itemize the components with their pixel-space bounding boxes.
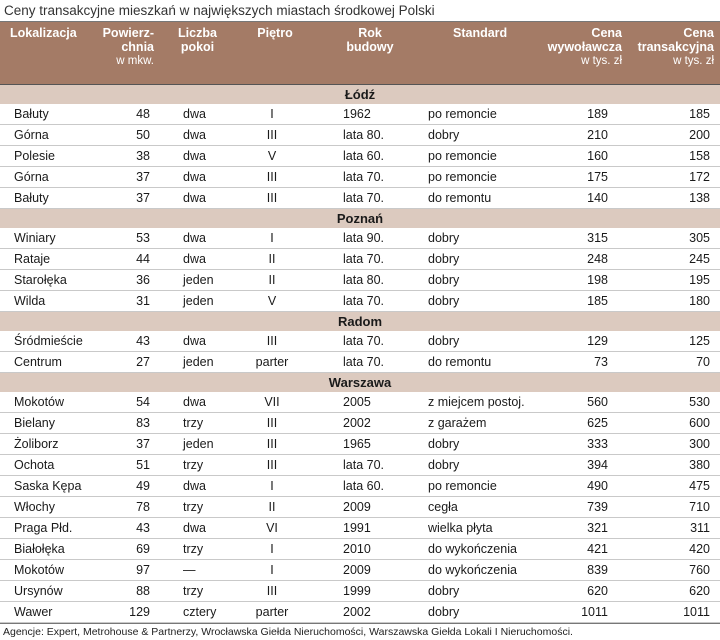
cell-liczba-pokoi: cztery	[160, 602, 235, 623]
cell-liczba-pokoi: —	[160, 560, 235, 581]
cell-rok-budowy: lata 70.	[315, 352, 425, 373]
cell-pietro: VII	[235, 392, 315, 413]
cell-pietro: V	[235, 291, 315, 312]
table-row	[0, 392, 720, 413]
cell-liczba-pokoi: dwa	[160, 476, 235, 497]
price-table	[0, 22, 720, 623]
cell-lokalizacja: Bielany	[0, 413, 100, 434]
cell-cena-transakcyjna: 760	[628, 560, 720, 581]
source-note: Agencje: Expert, Metrohouse & Partnerzy, Wrocławska Giełda Nieruchomości, Warszawska Giełda Lokali I Nieruchomości.	[0, 623, 720, 640]
cell-powierzchnia: 43	[100, 518, 160, 539]
cell-cena-wywolawcza: 1011	[533, 602, 628, 623]
cell-pietro: VI	[235, 518, 315, 539]
cell-cena-wywolawcza: 140	[533, 188, 628, 209]
cell-pietro: I	[235, 539, 315, 560]
table-row	[0, 539, 720, 560]
cell-rok-budowy: lata 70.	[315, 455, 425, 476]
column-header-liczba-pokoi: Liczba pokoi	[160, 22, 235, 85]
cell-liczba-pokoi: trzy	[160, 497, 235, 518]
cell-cena-transakcyjna: 245	[628, 249, 720, 270]
cell-standard: dobry	[425, 125, 533, 146]
cell-cena-wywolawcza: 175	[533, 167, 628, 188]
cell-cena-transakcyjna: 172	[628, 167, 720, 188]
cell-cena-wywolawcza: 129	[533, 331, 628, 352]
cell-lokalizacja: Górna	[0, 125, 100, 146]
cell-powierzchnia: 78	[100, 497, 160, 518]
cell-cena-wywolawcza: 73	[533, 352, 628, 373]
cell-pietro: III	[235, 413, 315, 434]
cell-cena-wywolawcza: 210	[533, 125, 628, 146]
cell-liczba-pokoi: dwa	[160, 167, 235, 188]
cell-cena-transakcyjna: 158	[628, 146, 720, 167]
cell-powierzchnia: 83	[100, 413, 160, 434]
cell-liczba-pokoi: dwa	[160, 104, 235, 125]
cell-pietro: III	[235, 167, 315, 188]
cell-lokalizacja: Wawer	[0, 602, 100, 623]
cell-powierzchnia: 37	[100, 167, 160, 188]
section-city-label: Łódź	[0, 85, 720, 105]
cell-cena-transakcyjna: 380	[628, 455, 720, 476]
cell-standard: po remoncie	[425, 476, 533, 497]
cell-cena-wywolawcza: 315	[533, 228, 628, 249]
cell-lokalizacja: Saska Kępa	[0, 476, 100, 497]
cell-powierzchnia: 44	[100, 249, 160, 270]
cell-liczba-pokoi: dwa	[160, 228, 235, 249]
table-row	[0, 104, 720, 125]
column-header-lokalizacja: Lokalizacja	[0, 22, 100, 85]
cell-rok-budowy: lata 80.	[315, 270, 425, 291]
cell-rok-budowy: 2010	[315, 539, 425, 560]
table-row	[0, 249, 720, 270]
cell-rok-budowy: lata 70.	[315, 167, 425, 188]
cell-powierzchnia: 27	[100, 352, 160, 373]
table-row	[0, 228, 720, 249]
cell-standard: po remoncie	[425, 167, 533, 188]
cell-powierzchnia: 129	[100, 602, 160, 623]
cell-standard: dobry	[425, 434, 533, 455]
cell-liczba-pokoi: trzy	[160, 539, 235, 560]
table-row	[0, 291, 720, 312]
column-header-pietro: Piętro	[235, 22, 315, 85]
cell-lokalizacja: Białołęka	[0, 539, 100, 560]
table-row	[0, 497, 720, 518]
column-header-powierzchnia: Powierz- chnia w mkw.	[100, 22, 160, 85]
cell-cena-transakcyjna: 138	[628, 188, 720, 209]
cell-powierzchnia: 54	[100, 392, 160, 413]
table-row	[0, 331, 720, 352]
table-row	[0, 188, 720, 209]
section-header-row	[0, 209, 720, 229]
cell-liczba-pokoi: dwa	[160, 249, 235, 270]
cell-pietro: II	[235, 270, 315, 291]
cell-cena-wywolawcza: 333	[533, 434, 628, 455]
cell-liczba-pokoi: jeden	[160, 270, 235, 291]
cell-cena-transakcyjna: 300	[628, 434, 720, 455]
section-header-row	[0, 85, 720, 105]
cell-cena-wywolawcza: 185	[533, 291, 628, 312]
cell-powierzchnia: 50	[100, 125, 160, 146]
cell-standard: dobry	[425, 249, 533, 270]
cell-rok-budowy: lata 90.	[315, 228, 425, 249]
cell-standard: z garażem	[425, 413, 533, 434]
section-city-label: Warszawa	[0, 373, 720, 393]
cell-liczba-pokoi: jeden	[160, 352, 235, 373]
section-city-label: Radom	[0, 312, 720, 332]
cell-rok-budowy: lata 70.	[315, 291, 425, 312]
table-row	[0, 270, 720, 291]
table-body	[0, 85, 720, 623]
cell-rok-budowy: 2009	[315, 497, 425, 518]
cell-cena-wywolawcza: 739	[533, 497, 628, 518]
cell-lokalizacja: Centrum	[0, 352, 100, 373]
column-header-cena-transakcyjna: Cena transakcyjna w tys. zł	[628, 22, 720, 85]
cell-pietro: II	[235, 497, 315, 518]
cell-pietro: III	[235, 434, 315, 455]
table-row	[0, 518, 720, 539]
cell-cena-transakcyjna: 475	[628, 476, 720, 497]
section-header-row	[0, 312, 720, 332]
cell-standard: z miejcem postoj.	[425, 392, 533, 413]
cell-cena-wywolawcza: 421	[533, 539, 628, 560]
cell-lokalizacja: Mokotów	[0, 560, 100, 581]
cell-rok-budowy: lata 70.	[315, 249, 425, 270]
cell-liczba-pokoi: trzy	[160, 455, 235, 476]
cell-standard: dobry	[425, 228, 533, 249]
cell-liczba-pokoi: dwa	[160, 188, 235, 209]
table-row	[0, 581, 720, 602]
cell-pietro: parter	[235, 602, 315, 623]
cell-lokalizacja: Polesie	[0, 146, 100, 167]
cell-rok-budowy: lata 60.	[315, 146, 425, 167]
cell-liczba-pokoi: dwa	[160, 125, 235, 146]
cell-cena-transakcyjna: 1011	[628, 602, 720, 623]
cell-cena-wywolawcza: 625	[533, 413, 628, 434]
cell-lokalizacja: Ochota	[0, 455, 100, 476]
cell-liczba-pokoi: trzy	[160, 581, 235, 602]
cell-liczba-pokoi: dwa	[160, 146, 235, 167]
cell-powierzchnia: 69	[100, 539, 160, 560]
cell-liczba-pokoi: jeden	[160, 434, 235, 455]
cell-lokalizacja: Wilda	[0, 291, 100, 312]
cell-powierzchnia: 53	[100, 228, 160, 249]
cell-standard: do remontu	[425, 352, 533, 373]
cell-powierzchnia: 48	[100, 104, 160, 125]
cell-standard: do wykończenia	[425, 560, 533, 581]
table-row	[0, 476, 720, 497]
cell-pietro: III	[235, 581, 315, 602]
cell-pietro: parter	[235, 352, 315, 373]
cell-cena-wywolawcza: 189	[533, 104, 628, 125]
cell-rok-budowy: 2005	[315, 392, 425, 413]
cell-pietro: V	[235, 146, 315, 167]
cell-lokalizacja: Włochy	[0, 497, 100, 518]
cell-standard: dobry	[425, 581, 533, 602]
cell-pietro: III	[235, 331, 315, 352]
section-header-row	[0, 373, 720, 393]
cell-rok-budowy: 1965	[315, 434, 425, 455]
cell-lokalizacja: Górna	[0, 167, 100, 188]
cell-cena-wywolawcza: 839	[533, 560, 628, 581]
cell-lokalizacja: Starołęka	[0, 270, 100, 291]
cell-rok-budowy: 2009	[315, 560, 425, 581]
cell-rok-budowy: lata 80.	[315, 125, 425, 146]
cell-pietro: II	[235, 249, 315, 270]
cell-standard: do wykończenia	[425, 539, 533, 560]
cell-cena-transakcyjna: 710	[628, 497, 720, 518]
cell-liczba-pokoi: dwa	[160, 331, 235, 352]
cell-powierzchnia: 31	[100, 291, 160, 312]
cell-rok-budowy: lata 60.	[315, 476, 425, 497]
cell-powierzchnia: 51	[100, 455, 160, 476]
cell-lokalizacja: Śródmieście	[0, 331, 100, 352]
cell-cena-wywolawcza: 620	[533, 581, 628, 602]
table-row	[0, 455, 720, 476]
cell-powierzchnia: 36	[100, 270, 160, 291]
header-row	[0, 22, 720, 85]
cell-lokalizacja: Winiary	[0, 228, 100, 249]
cell-pietro: I	[235, 476, 315, 497]
cell-standard: dobry	[425, 455, 533, 476]
cell-pietro: III	[235, 455, 315, 476]
cell-pietro: III	[235, 188, 315, 209]
cell-cena-transakcyjna: 305	[628, 228, 720, 249]
cell-cena-transakcyjna: 125	[628, 331, 720, 352]
cell-powierzchnia: 88	[100, 581, 160, 602]
cell-powierzchnia: 49	[100, 476, 160, 497]
cell-rok-budowy: lata 70.	[315, 331, 425, 352]
cell-cena-transakcyjna: 195	[628, 270, 720, 291]
cell-standard: do remontu	[425, 188, 533, 209]
cell-standard: wielka płyta	[425, 518, 533, 539]
cell-cena-wywolawcza: 160	[533, 146, 628, 167]
cell-lokalizacja: Bałuty	[0, 188, 100, 209]
cell-powierzchnia: 38	[100, 146, 160, 167]
cell-cena-wywolawcza: 198	[533, 270, 628, 291]
cell-powierzchnia: 37	[100, 434, 160, 455]
cell-cena-transakcyjna: 200	[628, 125, 720, 146]
cell-cena-transakcyjna: 180	[628, 291, 720, 312]
cell-pietro: I	[235, 560, 315, 581]
cell-cena-transakcyjna: 530	[628, 392, 720, 413]
cell-cena-wywolawcza: 394	[533, 455, 628, 476]
column-header-cena-wywolawcza: Cena wywoławcza w tys. zł	[533, 22, 628, 85]
cell-cena-transakcyjna: 620	[628, 581, 720, 602]
cell-cena-wywolawcza: 560	[533, 392, 628, 413]
cell-standard: dobry	[425, 291, 533, 312]
cell-rok-budowy: lata 70.	[315, 188, 425, 209]
cell-pietro: I	[235, 104, 315, 125]
table-row	[0, 146, 720, 167]
cell-rok-budowy: 1962	[315, 104, 425, 125]
cell-liczba-pokoi: dwa	[160, 518, 235, 539]
table-row	[0, 167, 720, 188]
cell-rok-budowy: 1991	[315, 518, 425, 539]
cell-cena-wywolawcza: 321	[533, 518, 628, 539]
cell-standard: dobry	[425, 331, 533, 352]
cell-rok-budowy: 1999	[315, 581, 425, 602]
cell-standard: cegła	[425, 497, 533, 518]
cell-lokalizacja: Ursynów	[0, 581, 100, 602]
cell-cena-transakcyjna: 600	[628, 413, 720, 434]
cell-standard: po remoncie	[425, 104, 533, 125]
cell-powierzchnia: 43	[100, 331, 160, 352]
table-row	[0, 352, 720, 373]
cell-liczba-pokoi: trzy	[160, 413, 235, 434]
cell-cena-wywolawcza: 490	[533, 476, 628, 497]
cell-powierzchnia: 97	[100, 560, 160, 581]
table-row	[0, 125, 720, 146]
column-header-standard: Standard	[425, 22, 533, 85]
cell-lokalizacja: Rataje	[0, 249, 100, 270]
cell-standard: dobry	[425, 270, 533, 291]
cell-cena-transakcyjna: 185	[628, 104, 720, 125]
column-header-rok-budowy: Rok budowy	[315, 22, 425, 85]
table-row	[0, 560, 720, 581]
cell-lokalizacja: Praga Płd.	[0, 518, 100, 539]
cell-powierzchnia: 37	[100, 188, 160, 209]
cell-lokalizacja: Bałuty	[0, 104, 100, 125]
cell-liczba-pokoi: jeden	[160, 291, 235, 312]
table-row	[0, 602, 720, 623]
cell-liczba-pokoi: dwa	[160, 392, 235, 413]
cell-rok-budowy: 2002	[315, 602, 425, 623]
table-row	[0, 413, 720, 434]
cell-lokalizacja: Żoliborz	[0, 434, 100, 455]
cell-rok-budowy: 2002	[315, 413, 425, 434]
cell-standard: po remoncie	[425, 146, 533, 167]
cell-cena-transakcyjna: 70	[628, 352, 720, 373]
cell-lokalizacja: Mokotów	[0, 392, 100, 413]
cell-cena-wywolawcza: 248	[533, 249, 628, 270]
cell-pietro: III	[235, 125, 315, 146]
cell-cena-transakcyjna: 420	[628, 539, 720, 560]
cell-cena-transakcyjna: 311	[628, 518, 720, 539]
page-title: Ceny transakcyjne mieszkań w największych miastach środkowej Polski	[0, 0, 720, 22]
cell-standard: dobry	[425, 602, 533, 623]
section-city-label: Poznań	[0, 209, 720, 229]
cell-pietro: I	[235, 228, 315, 249]
table-row	[0, 434, 720, 455]
